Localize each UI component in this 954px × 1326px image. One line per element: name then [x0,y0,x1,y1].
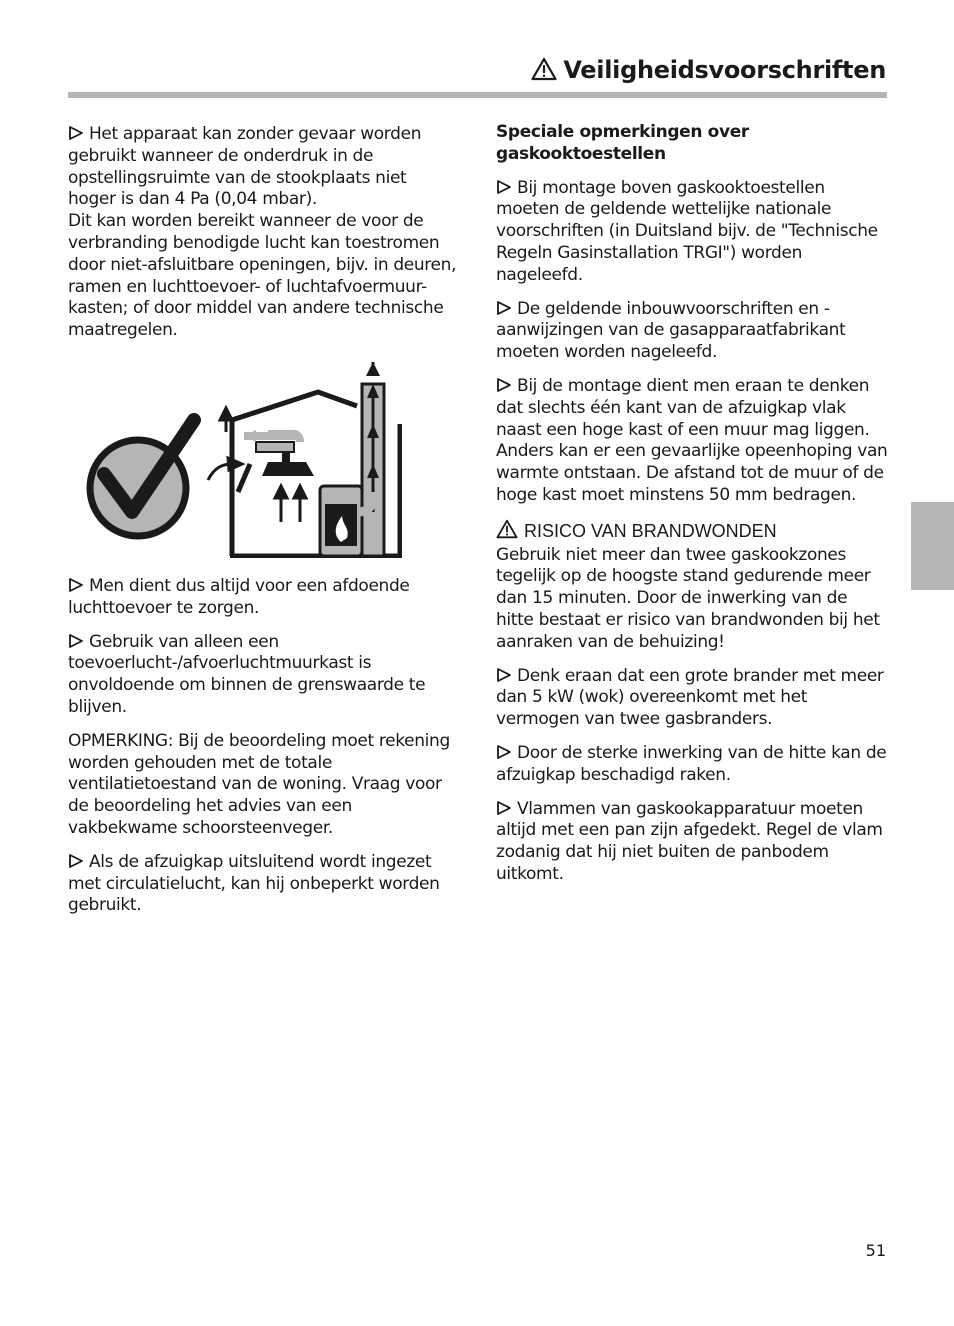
bullet-triangle-icon [496,668,512,682]
left-paragraph-note: OPMERKING: Bij de beoordeling moet rekening worden gehouden met de totale ventilatietoestand van de woning. Vraag voor de beoordeling het advies van een vakbekwame schoorsteenveger. [68,730,450,838]
left-paragraph-3: Gebruik van alleen een toevoerlucht-/afvoerluchtmuurkast is onvoldoende om binnen de grenswaarde te blijven. [68,631,426,717]
bullet-triangle-icon [68,634,84,648]
bullet-triangle-icon [496,801,512,815]
left-paragraph-2: Men dient dus altijd voor een afdoende luchttoevoer te zorgen. [68,575,410,618]
bullet-triangle-icon [68,126,84,140]
left-paragraph-1: Het apparaat kan zonder gevaar worden gebruikt wanneer de onderdruk in de opstellingsruimte van de stookplaats niet hoger is dan 4 Pa (0,04 mbar). [68,124,422,210]
warning-triangle-icon [531,57,557,87]
bullet-triangle-icon [496,378,512,392]
bullet-triangle-icon [68,578,84,592]
burn-risk-heading: RISICO VAN BRANDWONDEN [496,519,888,545]
right-paragraph-6: Vlammen van gaskookapparatuur moeten altijd met een pan zijn afgedekt. Regel de vlam zodanig dat hij niet buiten de panbodem uitkomt. [496,798,883,884]
chimney-icon [362,362,384,556]
right-paragraph-2: De geldende inbouwvoorschriften en -aanwijzingen van de gasapparaatfabrikant moeten worden nageleefd. [496,298,846,363]
burn-risk-text: Gebruik niet meer dan twee gaskookzones tegelijk op de hoogste stand gedurende meer dan 15 minuten. Door de inwerking van de hitte bestaat er risico van brandwonden bij het aanraken van de behuizing! [496,544,880,652]
ventilation-illustration [82,362,402,558]
left-column [68,124,458,929]
page-header [68,56,886,87]
side-tab-marker [911,502,954,590]
bullet-triangle-icon [68,854,84,868]
bullet-triangle-icon [496,745,512,759]
page-title: Veiligheidsvoorschriften [563,56,886,84]
window-icon [238,464,250,492]
right-paragraph-3: Bij de montage dient men eraan te denken dat slechts één kant van de afzuigkap vlak naast een hoge kast of een muur mag liggen. Anders kan er een gevaarlijke opeenhoping van warmte ontstaan. De afstand tot de muur of de hoge kast moet minstens 50 mm bedragen. [496,375,888,505]
header-rule [68,92,887,98]
left-paragraph-5: Als de afzuigkap uitsluitend wordt ingezet met circulatielucht, kan hij onbeperkt worden gebruikt. [68,851,440,916]
page-number: 51 [865,1241,886,1260]
section-subheading: Speciale opmerkingen over gaskooktoestellen [496,122,749,164]
bullet-triangle-icon [496,180,512,194]
right-paragraph-4: Denk eraan dat een grote brander met meer dan 5 kW (wok) overeenkomt met het vermogen van twee gasbranders. [496,665,884,730]
checkmark-icon [90,420,194,536]
right-column [496,122,888,898]
right-paragraph-5: Door de sterke inwerking van de hitte kan de afzuigkap beschadigd raken. [496,742,887,785]
right-paragraph-1: Bij montage boven gaskooktoestellen moeten de geldende wettelijke nationale voorschriften (in Duitsland bijv. de "Technische Regeln Gasinstallation TRGI") worden nageleefd. [496,177,878,285]
left-paragraph-1b: Dit kan worden bereikt wanneer de voor de verbranding benodigde lucht kan toestromen door niet-afsluitbare openingen, bijv. in deuren, ramen en luchttoevoer- of luchtafvoermuur-kasten; of door middel van andere technische maatregelen. [68,211,457,341]
warning-triangle-icon [496,519,518,545]
bullet-triangle-icon [496,301,512,315]
extractor-hood-icon [244,430,314,476]
